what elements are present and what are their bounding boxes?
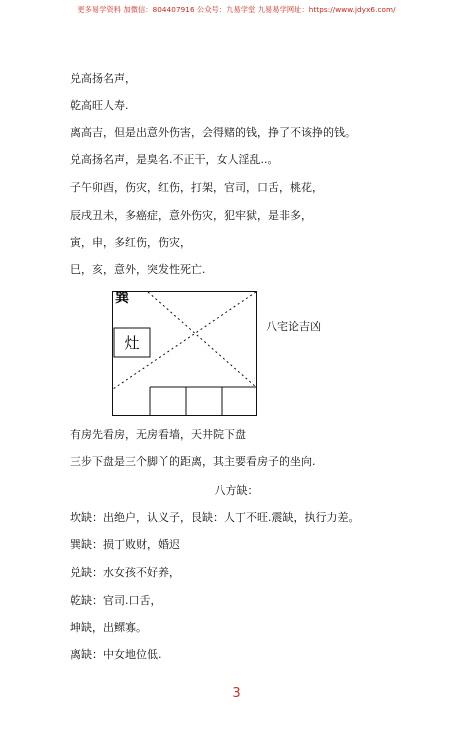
diagonal-line: [148, 292, 256, 387]
text-line: 乾高旺人寿.: [70, 99, 129, 112]
text-line: 兑高扬名声，: [70, 72, 136, 85]
text-line: 兑高扬名声，是臭名.不正干，女人淫乱..。: [70, 153, 279, 166]
house-diagram: [112, 291, 260, 419]
text-line: 巽缺：损丁败财，婚迟: [70, 538, 180, 551]
text-line: 子午卯酉，伤灾，红伤，打架，官司，口舌，桃花，: [70, 181, 323, 194]
text-line: 寅，申，多红伤，伤灾，: [70, 236, 191, 249]
stove-label: 灶: [124, 334, 140, 352]
text-line: 坎缺：出绝户，认义子，艮缺：人丁不旺.震缺，执行力差。: [70, 511, 360, 524]
corner-label: 巽: [115, 291, 129, 306]
page-header-watermark: 更多易学资料 加微信：804407916 公众号：九易学堂 九易易学网址：https://www.jdyx6.com/: [77, 5, 396, 14]
section-title: 八方缺：: [214, 484, 259, 497]
text-line: 三步下盘是三个脚丫的距离，其主要看房子的坐向.: [70, 455, 316, 468]
diagram-caption: 八宅论吉凶: [266, 320, 321, 333]
text-line: 离高吉，但是出意外伤害，会得赌的钱，挣了不该挣的钱。: [70, 126, 356, 139]
page-number: 3: [232, 686, 241, 701]
text-line: 乾缺：官司.口舌，: [70, 594, 162, 607]
text-line: 离缺：中女地位低.: [70, 648, 162, 661]
text-line: 巳，亥，意外，突发性死亡.: [70, 263, 206, 276]
text-line: 坤缺，出鳏寡。: [70, 621, 147, 634]
text-line: 兑缺：水女孩不好养，: [70, 566, 180, 579]
text-line: 有房先看房，无房看墙，天井院下盘: [70, 428, 246, 441]
text-line: 辰戌丑未，多癌症，意外伤灾，犯牢狱，是非多，: [70, 209, 312, 222]
